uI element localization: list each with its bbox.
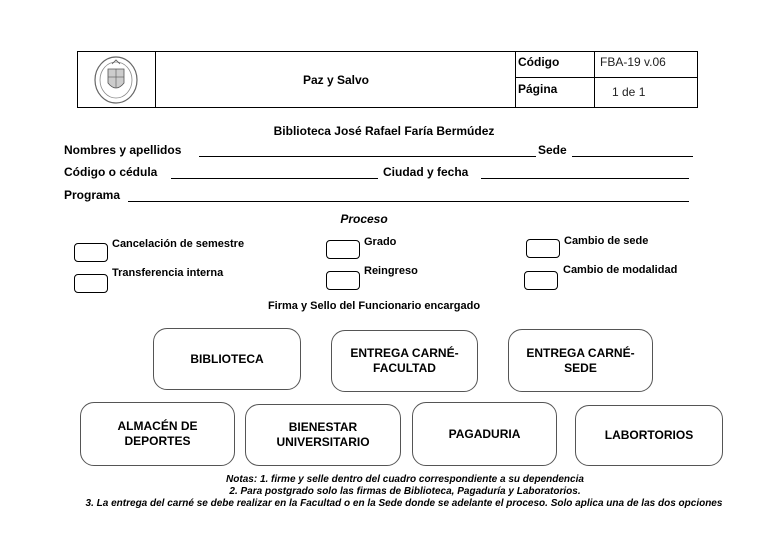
option-cancelacion-label: Cancelación de semestre	[112, 238, 245, 250]
note-1: Notas: 1. firme y selle dentro del cuadro correspondiente a su dependencia	[226, 474, 584, 485]
process-title: Proceso	[340, 212, 388, 226]
city-date-label: Ciudad y fecha	[383, 165, 469, 179]
checkbox-grado[interactable]	[326, 240, 360, 259]
code-id-field[interactable]	[171, 165, 378, 179]
code-id-label: Código o cédula	[64, 165, 158, 179]
box-laboratorios-label: LABORTORIOS	[604, 428, 694, 442]
checkbox-cancelacion[interactable]	[74, 243, 108, 262]
signature-title: Firma y Sello del Funcionario encargado	[267, 300, 481, 312]
note-3: 3. La entrega del carné se debe realizar en la Facultad o en la Sede donde se adelante el proceso. Solo aplica una de las dos opciones	[85, 498, 723, 509]
box-biblioteca-label: BIBLIOTECA	[190, 351, 264, 366]
box-laboratorios[interactable]	[575, 405, 723, 466]
sede-field[interactable]	[572, 143, 693, 157]
page-value: 1 de 1	[612, 85, 646, 99]
program-field[interactable]	[128, 188, 689, 202]
sede-label: Sede	[538, 143, 567, 157]
option-transferencia-label: Transferencia interna	[112, 267, 224, 279]
box-entrega-carne-facultad[interactable]	[331, 330, 478, 392]
box-bienestar-label: BIENESTAR UNIVERSITARIO	[276, 420, 370, 449]
box-entrega-carne-sede[interactable]	[508, 329, 653, 392]
names-field[interactable]	[199, 143, 536, 157]
city-date-field[interactable]	[481, 165, 689, 179]
checkbox-cambio-modalidad[interactable]	[524, 271, 558, 290]
document-title: Paz y Salvo	[302, 73, 370, 87]
box-bienestar[interactable]	[245, 404, 401, 466]
option-cambio-sede-label: Cambio de sede	[564, 235, 649, 247]
box-almacen-deportes[interactable]	[80, 402, 235, 466]
checkbox-reingreso[interactable]	[326, 271, 360, 290]
names-label: Nombres y apellidos	[64, 143, 182, 157]
document-header	[77, 51, 698, 108]
code-label: Código	[518, 55, 560, 69]
option-grado-label: Grado	[364, 236, 397, 248]
box-entrega-carne-facultad-label: ENTREGA CARNÉ- FACULTAD	[350, 346, 459, 375]
library-name: Biblioteca José Rafael Faría Bermúdez	[273, 124, 495, 138]
note-2: 2. Para postgrado solo las firmas de Biblioteca, Pagaduría y Laboratorios.	[229, 486, 581, 497]
box-biblioteca[interactable]	[153, 328, 301, 390]
code-value: FBA-19 v.06	[600, 55, 666, 69]
box-entrega-carne-sede-label: ENTREGA CARNÉ- SEDE	[526, 345, 635, 375]
box-pagaduria-label: PAGADURIA	[448, 426, 521, 441]
box-almacen-deportes-label: ALMACÉN DE DEPORTES	[117, 419, 198, 448]
program-label: Programa	[64, 188, 121, 202]
checkbox-cambio-sede[interactable]	[526, 239, 560, 258]
checkbox-transferencia[interactable]	[74, 274, 108, 293]
institution-seal-icon	[92, 55, 140, 105]
box-pagaduria[interactable]	[412, 402, 557, 466]
option-reingreso-label: Reingreso	[364, 265, 418, 277]
option-cambio-modalidad-label: Cambio de modalidad	[563, 264, 678, 276]
page-label: Página	[518, 82, 558, 96]
